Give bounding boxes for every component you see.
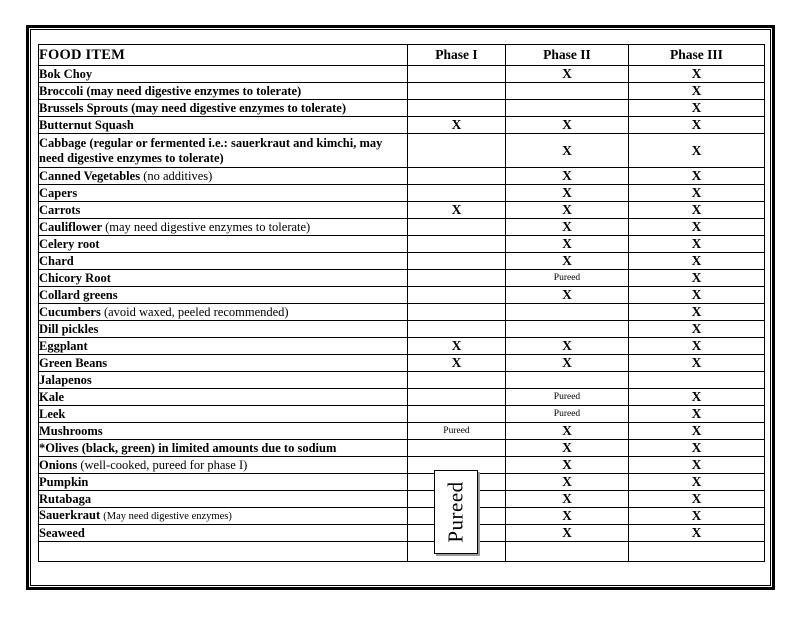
cell-phase-2-mark: X <box>506 474 629 491</box>
cell-phase-2-mark: X <box>506 236 629 253</box>
cell-phase-2-mark: X <box>506 185 629 202</box>
cell-food-item <box>39 66 408 83</box>
cell-phase-3-mark: X <box>629 440 765 457</box>
cell-phase-3-mark: X <box>629 406 765 423</box>
cell-phase-1-mark <box>408 100 506 117</box>
food-item-note: (no additives) <box>143 168 213 183</box>
table-row <box>39 100 765 117</box>
cell-phase-3-mark: X <box>629 185 765 202</box>
cell-food-item <box>39 83 408 100</box>
food-item-note: (avoid waxed, peeled recommended) <box>103 304 289 319</box>
cell-phase-1-mark <box>408 66 506 83</box>
cell-phase-3-mark: X <box>629 304 765 321</box>
food-item-name: Bok Choy <box>39 66 93 81</box>
table-header-row <box>39 45 765 66</box>
column-header-phase-1: Phase I <box>408 45 506 66</box>
cell-phase-2-mark: X <box>506 457 629 474</box>
cell-phase-2-mark: X <box>506 525 629 542</box>
cell-phase-2-mark: X <box>506 253 629 270</box>
cell-phase-2-mark: X <box>506 423 629 440</box>
cell-food-item <box>39 508 408 525</box>
table-row <box>39 117 765 134</box>
food-item-name: *Olives (black, green) in limited amounts due to sodium <box>39 440 337 455</box>
table-row <box>39 134 765 168</box>
cell-food-item <box>39 355 408 372</box>
cell-food-item <box>39 168 408 185</box>
cell-phase-1-mark <box>408 253 506 270</box>
food-item-note: (may need digestive enzymes to tolerate) <box>105 219 311 234</box>
cell-phase-2-mark <box>506 83 629 100</box>
table-row <box>39 66 765 83</box>
cell-food-item <box>39 287 408 304</box>
cell-phase-1-mark <box>408 134 506 168</box>
cell-food-item <box>39 372 408 389</box>
table-row <box>39 287 765 304</box>
food-item-name: Cauliflower <box>39 219 106 234</box>
cell-phase-3-mark: X <box>629 389 765 406</box>
cell-phase-2-mark <box>506 372 629 389</box>
table-row <box>39 185 765 202</box>
food-item-name: Cucumbers <box>39 304 104 319</box>
cell-phase-3-mark: X <box>629 66 765 83</box>
cell-phase-1-mark <box>408 440 506 457</box>
food-item-table-container <box>38 44 764 562</box>
food-item-name: Leek <box>39 406 66 421</box>
food-item-name: Capers <box>39 185 78 200</box>
food-item-name: Carrots <box>39 202 81 217</box>
table-row <box>39 168 765 185</box>
cell-phase-1-mark: X <box>408 338 506 355</box>
table-row <box>39 457 765 474</box>
cell-phase-3-mark: X <box>629 338 765 355</box>
cell-food-item <box>39 474 408 491</box>
table-row <box>39 525 765 542</box>
cell-food-item <box>39 389 408 406</box>
cell-food-item <box>39 542 408 562</box>
table-row <box>39 202 765 219</box>
food-item-name: Dill pickles <box>39 321 99 336</box>
cell-phase-2-mark: X <box>506 66 629 83</box>
cell-phase-3-mark: X <box>629 219 765 236</box>
cell-phase-3-mark <box>629 542 765 562</box>
table-row <box>39 304 765 321</box>
cell-phase-2-mark: Pureed <box>506 389 629 406</box>
cell-food-item <box>39 321 408 338</box>
table-row <box>39 372 765 389</box>
cell-food-item <box>39 406 408 423</box>
cell-phase-2-mark: X <box>506 287 629 304</box>
cell-phase-1-mark <box>408 372 506 389</box>
cell-phase-3-mark <box>629 372 765 389</box>
food-item-name: Chicory Root <box>39 270 111 285</box>
cell-phase-2-mark <box>506 304 629 321</box>
cell-phase-3-mark: X <box>629 508 765 525</box>
cell-food-item <box>39 100 408 117</box>
food-item-name: Rutabaga <box>39 491 92 506</box>
cell-phase-2-mark: X <box>506 440 629 457</box>
food-item-name: Chard <box>39 253 74 268</box>
food-item-name: Kale <box>39 389 64 404</box>
table-row <box>39 406 765 423</box>
cell-phase-3-mark: X <box>629 100 765 117</box>
cell-phase-2-mark: X <box>506 134 629 168</box>
cell-phase-1-mark: Pureed <box>408 423 506 440</box>
table-row <box>39 423 765 440</box>
table-head <box>39 45 765 66</box>
cell-phase-3-mark: X <box>629 423 765 440</box>
cell-phase-1-mark <box>408 83 506 100</box>
cell-food-item <box>39 525 408 542</box>
pureed-callout-label: Pureed <box>443 481 468 543</box>
cell-phase-2-mark: Pureed <box>506 270 629 287</box>
cell-phase-2-mark: Pureed <box>506 406 629 423</box>
cell-phase-1-mark <box>408 236 506 253</box>
cell-phase-2-mark <box>506 100 629 117</box>
cell-food-item <box>39 236 408 253</box>
cell-phase-1-mark <box>408 406 506 423</box>
cell-phase-2-mark: X <box>506 168 629 185</box>
cell-food-item <box>39 219 408 236</box>
cell-food-item <box>39 423 408 440</box>
cell-phase-1-mark <box>408 304 506 321</box>
cell-phase-1-mark: X <box>408 117 506 134</box>
cell-phase-2-mark: X <box>506 491 629 508</box>
table-row <box>39 491 765 508</box>
cell-phase-3-mark: X <box>629 168 765 185</box>
cell-phase-3-mark: X <box>629 134 765 168</box>
cell-phase-2-mark <box>506 321 629 338</box>
food-item-name: Eggplant <box>39 338 88 353</box>
food-item-name: Collard greens <box>39 287 118 302</box>
table-body <box>39 66 765 562</box>
cell-food-item <box>39 338 408 355</box>
food-item-name: Canned Vegetables <box>39 168 144 183</box>
table-row <box>39 321 765 338</box>
table-row <box>39 389 765 406</box>
table-row <box>39 253 765 270</box>
cell-phase-3-mark: X <box>629 474 765 491</box>
food-item-name: Green Beans <box>39 355 108 370</box>
cell-phase-3-mark: X <box>629 321 765 338</box>
cell-phase-3-mark: X <box>629 525 765 542</box>
cell-food-item <box>39 304 408 321</box>
column-header-phase-3: Phase III <box>629 45 765 66</box>
food-item-name: Broccoli (may need digestive enzymes to tolerate) <box>39 83 302 98</box>
cell-phase-1-mark <box>408 185 506 202</box>
food-item-name: Cabbage (regular or fermented i.e.: sauerkraut and kimchi, may need digestive enzymes to tolerate) <box>39 135 383 165</box>
food-item-name: Brussels Sprouts (may need digestive enzymes to tolerate) <box>39 100 347 115</box>
cell-phase-2-mark: X <box>506 508 629 525</box>
food-item-name: Onions <box>39 457 81 472</box>
pureed-callout-box <box>434 470 478 554</box>
table-row <box>39 236 765 253</box>
cell-phase-3-mark: X <box>629 287 765 304</box>
cell-food-item <box>39 440 408 457</box>
food-item-name: Pumpkin <box>39 474 89 489</box>
cell-phase-1-mark <box>408 321 506 338</box>
food-item-name: Celery root <box>39 236 100 251</box>
table-row <box>39 219 765 236</box>
cell-food-item <box>39 117 408 134</box>
cell-phase-3-mark: X <box>629 117 765 134</box>
cell-food-item <box>39 185 408 202</box>
cell-phase-3-mark: X <box>629 491 765 508</box>
column-header-food-item: FOOD ITEM <box>39 45 408 66</box>
table-row <box>39 474 765 491</box>
cell-phase-2-mark: X <box>506 338 629 355</box>
cell-phase-1-mark <box>408 219 506 236</box>
table-row <box>39 440 765 457</box>
food-item-phase-table <box>38 44 765 562</box>
food-item-name: Mushrooms <box>39 423 103 438</box>
cell-phase-2-mark: X <box>506 219 629 236</box>
cell-phase-1-mark <box>408 389 506 406</box>
cell-phase-3-mark: X <box>629 202 765 219</box>
cell-phase-1-mark <box>408 168 506 185</box>
cell-phase-1-mark: X <box>408 202 506 219</box>
cell-phase-1-mark: X <box>408 355 506 372</box>
cell-phase-3-mark: X <box>629 457 765 474</box>
cell-food-item <box>39 134 408 168</box>
cell-phase-2-mark: X <box>506 355 629 372</box>
table-row <box>39 338 765 355</box>
cell-phase-2-mark <box>506 542 629 562</box>
cell-phase-2-mark: X <box>506 117 629 134</box>
cell-food-item <box>39 202 408 219</box>
column-header-phase-2: Phase II <box>506 45 629 66</box>
cell-phase-3-mark: X <box>629 83 765 100</box>
food-item-name: Butternut Squash <box>39 117 134 132</box>
cell-phase-3-mark: X <box>629 355 765 372</box>
cell-phase-1-mark <box>408 287 506 304</box>
food-item-note-small: (May need digestive enzymes) <box>103 511 232 522</box>
table-row <box>39 355 765 372</box>
food-item-name: Seaweed <box>39 525 85 540</box>
cell-phase-1-mark <box>408 270 506 287</box>
cell-food-item <box>39 491 408 508</box>
cell-phase-3-mark: X <box>629 270 765 287</box>
cell-phase-3-mark: X <box>629 236 765 253</box>
food-item-note: (well-cooked, pureed for phase I) <box>80 457 248 472</box>
table-row <box>39 270 765 287</box>
table-row <box>39 83 765 100</box>
table-row <box>39 542 765 562</box>
food-item-name: Jalapenos <box>39 372 92 387</box>
cell-food-item <box>39 270 408 287</box>
cell-food-item <box>39 253 408 270</box>
table-row <box>39 508 765 525</box>
cell-phase-3-mark: X <box>629 253 765 270</box>
cell-phase-2-mark: X <box>506 202 629 219</box>
food-item-name: Sauerkraut <box>39 508 104 522</box>
cell-food-item <box>39 457 408 474</box>
